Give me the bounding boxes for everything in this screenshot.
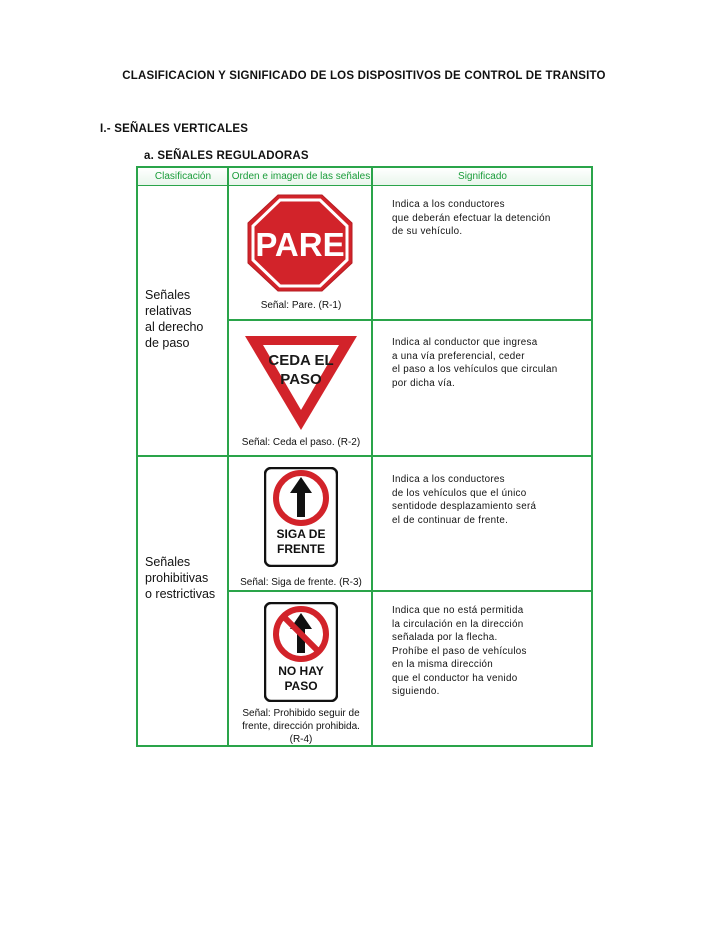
no-entry-text-line1: NO HAY [278, 664, 324, 678]
document-title: CLASIFICACION Y SIGNIFICADO DE LOS DISPOSITIVOS DE CONTROL DE TRANSITO [122, 70, 606, 82]
section-title: I.- SEÑALES VERTICALES [100, 123, 249, 135]
sign-caption-r2: Señal: Ceda el paso. (R-2) [241, 437, 361, 448]
go-straight-text-line2: FRENTE [277, 542, 325, 556]
yield-sign-icon [243, 334, 359, 432]
sign-caption-r1: Señal: Pare. (R-1) [260, 300, 342, 311]
classification-right-of-way: Señales relativas al derecho de paso [145, 288, 204, 350]
subsection-title: a. SEÑALES REGULADORAS [144, 150, 309, 162]
regulatory-signs-table [136, 166, 593, 747]
meaning-r4: Indica que no está permitida la circulación en la dirección señalada por la flecha. Prohíbe el paso de vehículos en la misma dirección que el conductor ha venido siguiendo. [392, 605, 527, 697]
meaning-r1: Indica a los conductores que deberán efectuar la detención de su vehículo. [392, 199, 551, 237]
go-straight-text-line1: SIGA DE [276, 527, 326, 541]
classification-prohibitive: Señales prohibitivas o restrictivas [145, 555, 216, 601]
sign-caption-r3: Señal: Siga de frente. (R-3) [240, 577, 362, 588]
row-divider [227, 319, 593, 321]
meaning-r3: Indica a los conductores de los vehículos que el único sentidode desplazamiento será el de continuar de frente. [392, 474, 537, 526]
header-sign-image: Orden e imagen de las señales [231, 171, 371, 182]
go-straight-sign-icon [264, 467, 338, 567]
header-meaning: Significado [458, 171, 507, 182]
table-header [138, 168, 591, 186]
sign-caption-r4: Señal: Prohibido seguir de frente, dirección prohibida. (R-4) [242, 708, 360, 745]
header-classification: Clasificación [154, 171, 212, 182]
row-divider [227, 590, 593, 592]
stop-sign-icon [246, 193, 354, 293]
row-divider [138, 455, 593, 457]
stop-sign-text: PARE [255, 226, 345, 263]
no-entry-text-line2: PASO [284, 679, 318, 693]
meaning-r2: Indica al conductor que ingresa a una vía preferencial, ceder el paso a los vehículos que circulan por dicha vía. [392, 337, 558, 389]
yield-sign-text-line1: CEDA EL [268, 352, 334, 369]
yield-sign-text-line2: PASO [280, 371, 322, 388]
no-entry-sign-icon [264, 602, 338, 702]
